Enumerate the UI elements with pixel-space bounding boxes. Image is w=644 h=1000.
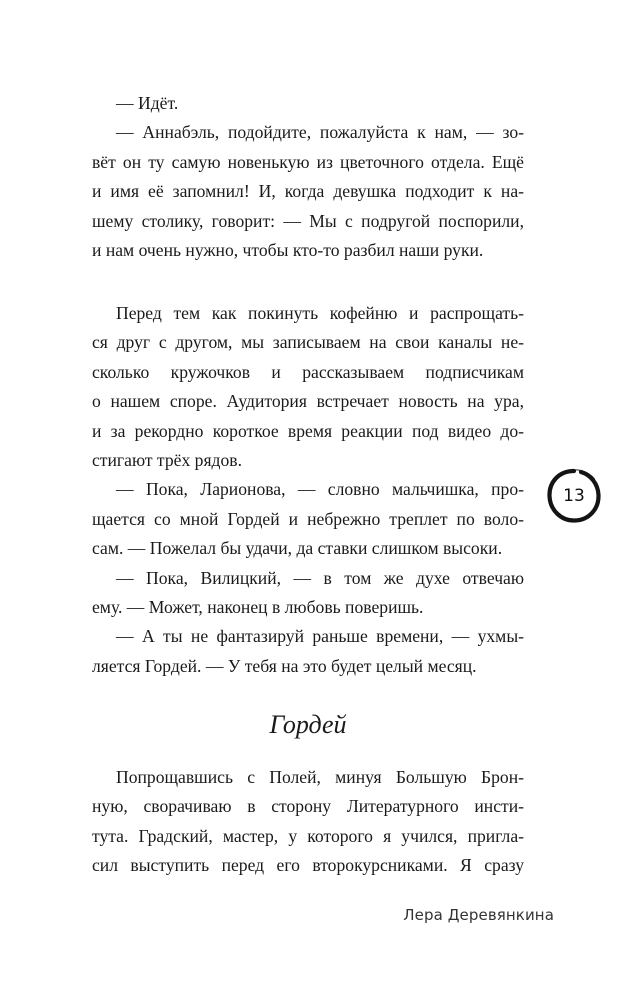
paragraph-line: сам. — Пожелал бы удачи, да ставки слишком высоки. [92, 538, 503, 559]
paragraph-line: тута. Градский, мастер, у которого я учился, пригла- [92, 825, 524, 846]
paragraph-line: и за рекордно короткое время реакции под видео до- [92, 420, 524, 441]
paragraph-line: вёт он ту самую новенькую из цветочного отдела. Ещё [92, 151, 524, 172]
paragraph-line: ляется Гордей. — У тебя на это будет целый месяц. [92, 655, 477, 676]
paragraph-line: Перед тем как покинуть кофейню и распрощать- [116, 303, 524, 323]
paragraph-line: — Пока, Вилицкий, — в том же духе отвечаю [116, 567, 524, 588]
paragraph-line: — А ты не фантазируй раньше времени, — ухмы- [116, 626, 524, 647]
page-number: 13 [563, 486, 585, 506]
page-number-badge [545, 467, 603, 525]
paragraph-line: Попрощавшись с Полей, минуя Большую Брон- [116, 767, 524, 787]
paragraph-line: ную, сворачиваю в сторону Литературного инсти- [92, 796, 524, 817]
section-heading: Гордей [269, 710, 347, 739]
paragraph-line: — Аннабэль, подойдите, пожалуйста к нам, — зо- [116, 122, 524, 143]
paragraph-line: ся друг с другом, мы записываем на свои каналы не- [92, 332, 524, 353]
paragraph-line: и имя её запомнил! И, когда девушка подходит к на- [92, 181, 524, 202]
paragraph-line: щается со мной Гордей и небрежно треплет по воло- [92, 508, 524, 529]
paragraph-line: — Идёт. [116, 93, 179, 113]
paragraph-line: шему столику, говорит: — Мы с подругой поспорили, [92, 210, 524, 231]
paragraph-line: ему. — Может, наконец в любовь поверишь. [92, 597, 424, 618]
paragraph-line: сколько кружочков и рассказываем подписчикам [92, 361, 524, 382]
paragraph-line: — Пока, Ларионова, — словно мальчишка, про- [116, 479, 524, 500]
text-block-top [92, 89, 524, 265]
paragraph-line: о нашем споре. Аудитория встречает новость на ура, [92, 391, 524, 412]
footer-author: Лера Деревянкина [403, 906, 554, 924]
text-block-middle [92, 299, 524, 681]
paragraph-line: стигают трёх рядов. [92, 450, 242, 471]
paragraph-line: и нам очень нужно, чтобы кто-то разбил наши руки. [92, 240, 484, 261]
paragraph-line: сил выступить перед его второкурсниками. Я сразу [92, 855, 524, 876]
text-block-bottom [92, 763, 524, 881]
